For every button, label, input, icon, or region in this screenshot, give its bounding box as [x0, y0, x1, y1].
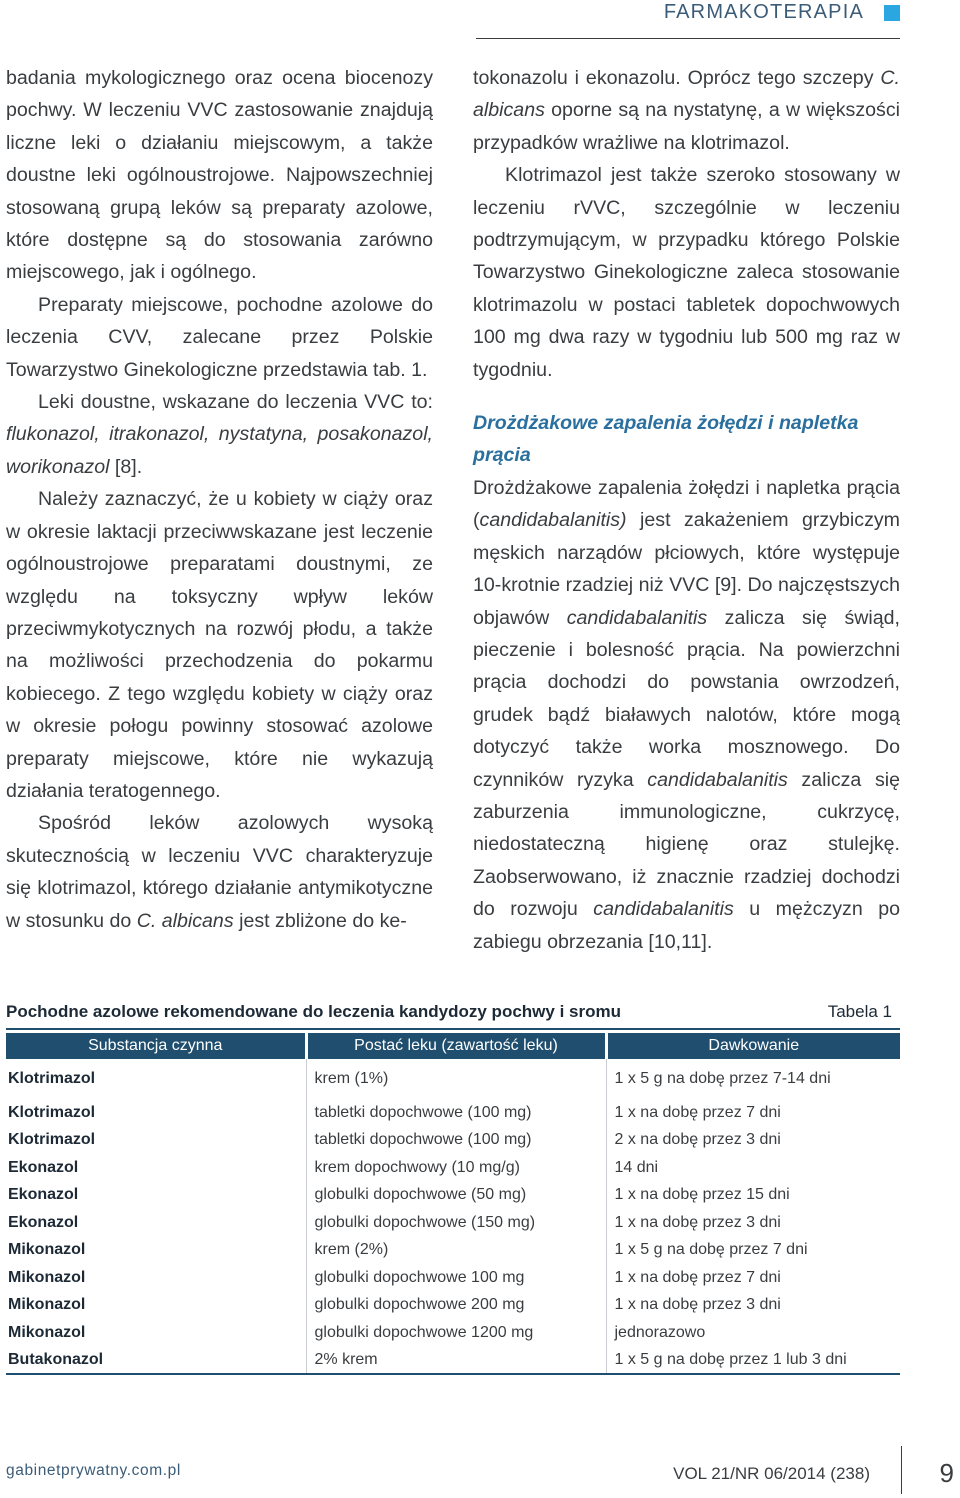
- cell-substance: Mikonazol: [8, 1323, 86, 1341]
- cell-substance: Mikonazol: [8, 1296, 86, 1314]
- text-run: Preparaty miejscowe, pochodne azolowe do leczenia CVV, zalecane przez Polskie Towarzystwo Ginekologiczne przedstawia tab. 1.: [6, 293, 433, 381]
- section-label: FARMAKOTERAPIA: [663, 1, 864, 23]
- cell-form: tabletki dopochwowe (100 mg): [306, 1099, 606, 1127]
- italic-text-run: candidabalanitis): [479, 509, 627, 532]
- cell-substance: Klotrimazol: [8, 1103, 96, 1121]
- cell-form: tabletki dopochwowe (100 mg): [306, 1127, 606, 1155]
- cell-dosage: 1 x na dobę przez 3 dni: [606, 1209, 900, 1237]
- table-caption: [6, 996, 900, 1026]
- column-header-dosage: Dawkowanie: [606, 1033, 900, 1059]
- page-footer: [0, 1460, 960, 1498]
- table-top-rule: [6, 1028, 900, 1030]
- text-run: u mężczyzn po zabiegu obrzezania [10,11].: [473, 898, 901, 953]
- cell-dosage: 1 x 5 g na dobę przez 7 dni: [606, 1237, 900, 1265]
- italic-text-run: candidabalanitis: [566, 606, 708, 629]
- italic-text-run: flukonazol, itrakonazol, nystatyna, posakonazol, worikonazol: [6, 423, 433, 478]
- left-paragraph-3: [6, 386, 433, 483]
- right-paragraph-2: [473, 159, 900, 386]
- table-row: [6, 1264, 900, 1292]
- table-row: [6, 1319, 900, 1347]
- dosage-table-block: [6, 996, 900, 1368]
- table-row: [6, 1209, 900, 1237]
- cell-form: globulki dopochwowe 200 mg: [306, 1292, 606, 1320]
- text-run: oporne są na nystatynę, a w większości przypadków wrażliwe na klotrimazol.: [473, 99, 900, 154]
- table-row: [6, 1099, 900, 1127]
- text-run: jest zakażeniem grzybiczym męskich narządów płciowych, które występuje 10-krotnie rzadziej niż VVC [9]. Do najczęstszych objawów: [473, 509, 900, 629]
- footer-volume: VOL 21/NR 06/2014 (238): [673, 1464, 870, 1483]
- text-run: [8].: [109, 455, 143, 478]
- italic-text-run: candidabalanitis: [593, 898, 734, 921]
- left-column: [6, 62, 433, 937]
- right-column: [473, 62, 900, 958]
- cell-substance: Klotrimazol: [8, 1070, 96, 1087]
- header-rule: [476, 38, 900, 39]
- cell-form: krem dopochwowy (10 mg/g): [306, 1154, 606, 1182]
- right-paragraph-3: [473, 472, 900, 958]
- cell-substance: Ekonazol: [8, 1186, 79, 1204]
- cell-form: krem (1%): [306, 1059, 606, 1099]
- cell-form: globulki dopochwowe (50 mg): [306, 1182, 606, 1210]
- table-body: [6, 1059, 900, 1374]
- cell-dosage: 1 x 5 g na dobę przez 1 lub 3 dni: [606, 1347, 900, 1375]
- footer-site: gabinetprywatny.com.pl: [6, 1462, 181, 1479]
- right-paragraph-1: [473, 62, 900, 159]
- table-row: [6, 1127, 900, 1155]
- cell-dosage: 1 x 5 g na dobę przez 7-14 dni: [606, 1059, 900, 1099]
- table-tag: Tabela 1: [827, 1002, 892, 1021]
- text-run: Leki doustne, wskazane do leczenia VVC to:: [38, 391, 433, 414]
- table-row: [6, 1154, 900, 1182]
- left-paragraph-1: [6, 62, 433, 289]
- table-row: [6, 1182, 900, 1210]
- cell-dosage: 1 x na dobę przez 3 dni: [606, 1292, 900, 1320]
- left-paragraph-4: [6, 483, 433, 807]
- cell-substance: Mikonazol: [8, 1268, 86, 1286]
- table-row: [6, 1292, 900, 1320]
- table-header-row: [6, 1033, 900, 1059]
- left-paragraph-2: [6, 289, 433, 386]
- cell-dosage: 1 x na dobę przez 7 dni: [606, 1264, 900, 1292]
- cell-form: globulki dopochwowe 100 mg: [306, 1264, 606, 1292]
- page-header: [0, 0, 960, 40]
- cell-dosage: 14 dni: [606, 1154, 900, 1182]
- text-run: jest zbliżone do ke-: [233, 909, 407, 932]
- table-row: [6, 1237, 900, 1265]
- text-run: Spośród leków azolowych wysoką skutecznością w leczeniu VVC charakteryzuje się klotrimazol, którego działanie antymikotyczne w stosunku do: [6, 812, 433, 932]
- cell-dosage: 1 x na dobę przez 7 dni: [606, 1099, 900, 1127]
- cell-dosage: 1 x na dobę przez 15 dni: [606, 1182, 900, 1210]
- text-run: zalicza się zaburzenia immunologiczne, cukrzycę, niedostateczną higienę oraz stulejkę. Zaobserwowano, iż znacznie rzadziej dochodzi do rozwoju: [473, 768, 900, 921]
- table-title: Pochodne azolowe rekomendowane do leczenia kandydozy pochwy i sromu: [6, 1002, 621, 1021]
- text-run: zalicza się świąd, pieczenie i bolesność prącia. Na powierzchni prącia dochodzi do powstania owrzodzeń, grudek bądź białawych nalotów, które mogą dotyczyć także worka mosznowego. Do czynników ryzyka: [473, 606, 901, 791]
- page-number: 9: [939, 1458, 954, 1488]
- text-run: badania mykologicznego oraz ocena biocenozy pochwy. W leczeniu VVC zastosowanie znajdują liczne leki o działaniu miejscowym, a także doustne leki ogólnoustrojowe. Najpowszechniej stosowaną grupą leków są preparaty azolowe, które dostępne są do stosowania zarówno miejscowego, jak i ogólnego.: [6, 67, 433, 284]
- cell-form: globulki dopochwowe (150 mg): [306, 1209, 606, 1237]
- table-row: [6, 1059, 900, 1099]
- cell-dosage: jednorazowo: [606, 1319, 900, 1347]
- cell-form: globulki dopochwowe 1200 mg: [306, 1319, 606, 1347]
- text-run: Drożdżakowe zapalenia żołędzi i napletka prącia (: [473, 476, 900, 532]
- left-paragraph-5: [6, 807, 433, 937]
- cell-substance: Klotrimazol: [8, 1131, 96, 1149]
- text-run: Należy zaznaczyć, że u kobiety w ciąży oraz w okresie laktacji przeciwwskazane jest leczenie ogólnoustrojowe preparatami doustnymi, ze względu na toksyczny wpływ leków przeciwmykotycznych na rozwój płodu, a także na możliwości przechodzenia do pokarmu kobiecego. Z tego względu kobiety w ciąży oraz w okresie połogu powinny stosować azolowe preparaty miejscowe, które nie wykazują działania teratogennego.: [6, 488, 433, 802]
- italic-text-run: C. albicans: [136, 909, 234, 932]
- cell-form: krem (2%): [306, 1237, 606, 1265]
- italic-text-run: candidabalanitis: [647, 768, 788, 791]
- column-header-form: Postać leku (zawartość leku): [306, 1033, 606, 1059]
- italic-text-run: C. albicans: [473, 67, 900, 122]
- cell-dosage: 2 x na dobę przez 3 dni: [606, 1127, 900, 1155]
- cell-substance: Ekonazol: [8, 1213, 79, 1231]
- cell-substance: Butakonazol: [6, 1347, 306, 1375]
- text-run: tokonazolu i ekonazolu. Oprócz tego szczepy: [473, 67, 881, 89]
- table-row: [6, 1347, 900, 1375]
- cell-substance: Ekonazol: [8, 1158, 79, 1176]
- dosage-table: [6, 1033, 900, 1375]
- section-subheading: Drożdżakowe zapalenia żołędzi i napletka prącia: [473, 412, 859, 467]
- cell-form: 2% krem: [306, 1347, 606, 1375]
- footer-divider: [901, 1446, 902, 1494]
- cell-substance: Mikonazol: [8, 1241, 86, 1259]
- column-header-substance: Substancja czynna: [6, 1033, 306, 1059]
- text-run: Klotrimazol jest także szeroko stosowany w leczeniu rVVC, szczególnie w leczeniu podtrzymującym, w przypadku którego Polskie Towarzystwo Ginekologiczne zaleca stosowanie klotrimazolu w postaci tabletek dopochwowych 100 mg dwa razy w tygodniu lub 500 mg raz w tygodniu.: [473, 164, 900, 381]
- section-square-icon: [884, 5, 900, 21]
